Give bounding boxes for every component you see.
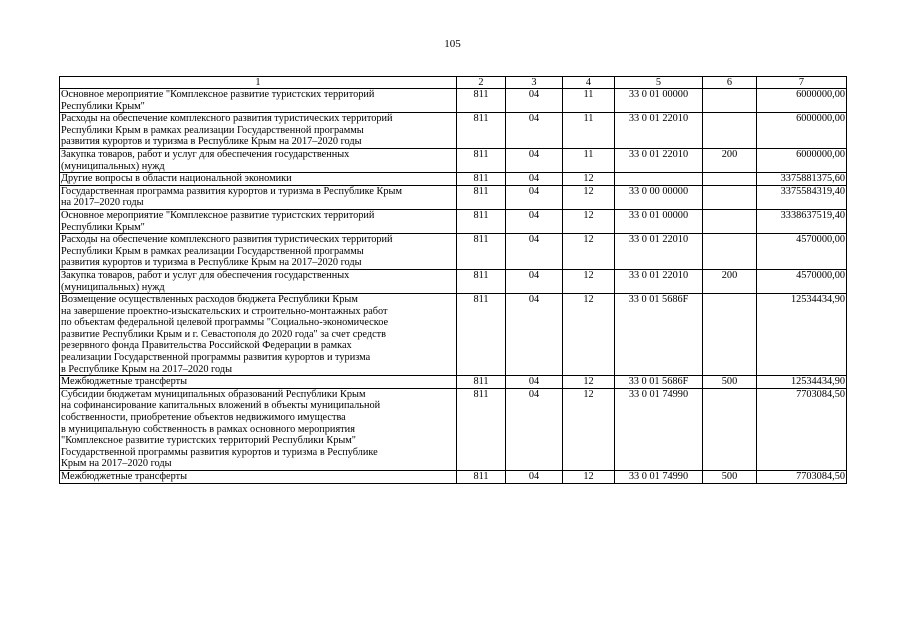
row-subsection-cell: 12 xyxy=(563,234,615,270)
row-subsection-cell: 12 xyxy=(563,471,615,484)
row-code-cell: 811 xyxy=(457,89,506,113)
table-row xyxy=(60,376,847,389)
row-code-cell: 811 xyxy=(457,209,506,233)
row-expense-type-cell: 500 xyxy=(703,376,757,389)
row-expense-type-cell: 200 xyxy=(703,269,757,293)
column-header: 5 xyxy=(615,77,703,89)
table-row xyxy=(60,294,847,376)
column-header: 3 xyxy=(506,77,563,89)
row-code-cell: 811 xyxy=(457,294,506,376)
row-subsection-cell: 12 xyxy=(563,294,615,376)
row-target-article-cell: 33 0 01 22010 xyxy=(615,269,703,293)
row-subsection-cell: 12 xyxy=(563,269,615,293)
row-section-cell: 04 xyxy=(506,173,563,186)
row-subsection-cell: 11 xyxy=(563,113,615,149)
row-code-cell: 811 xyxy=(457,376,506,389)
row-section-cell: 04 xyxy=(506,209,563,233)
row-section-cell: 04 xyxy=(506,234,563,270)
row-expense-type-cell xyxy=(703,173,757,186)
row-name-cell: Основное мероприятие "Комплексное развитие туристских территорий Республики Крым" xyxy=(60,209,457,233)
row-expense-type-cell xyxy=(703,89,757,113)
row-section-cell: 04 xyxy=(506,294,563,376)
row-section-cell: 04 xyxy=(506,269,563,293)
row-subsection-cell: 11 xyxy=(563,148,615,172)
row-amount-cell: 12534434,90 xyxy=(757,294,847,376)
table-row xyxy=(60,113,847,149)
row-amount-cell: 4570000,00 xyxy=(757,269,847,293)
page-number: 105 xyxy=(444,38,461,50)
row-amount-cell: 12534434,90 xyxy=(757,376,847,389)
row-name-cell: Расходы на обеспечение комплексного развития туристических территорий Республики Крым в рамках реализации Государственной программы развития курортов и туризма в Республике Крым на 2017–2020 годы xyxy=(60,113,457,149)
row-name-cell: Государственная программа развития курортов и туризма в Республике Крым на 2017–2020 годы xyxy=(60,185,457,209)
row-target-article-cell: 33 0 01 22010 xyxy=(615,113,703,149)
row-name-cell: Основное мероприятие "Комплексное развитие туристских территорий Республики Крым" xyxy=(60,89,457,113)
row-section-cell: 04 xyxy=(506,376,563,389)
column-header: 1 xyxy=(60,77,457,89)
row-subsection-cell: 12 xyxy=(563,185,615,209)
row-target-article-cell: 33 0 01 22010 xyxy=(615,234,703,270)
row-amount-cell: 6000000,00 xyxy=(757,148,847,172)
row-name-cell: Субсидии бюджетам муниципальных образований Республики Крым на софинансирование капитальных вложений в объекты муниципальной собственности, приобретение объектов недвижимого имущества в муниципальную собственность в рамках основного мероприятия "Комплексное развитие туристских территорий Республики Крым" Государственной программы развития курортов и туризма в Республике Крым на 2017–2020 годы xyxy=(60,388,457,470)
row-target-article-cell: 33 0 01 74990 xyxy=(615,471,703,484)
budget-table xyxy=(59,76,847,484)
row-name-cell: Закупка товаров, работ и услуг для обеспечения государственных (муниципальных) нужд xyxy=(60,148,457,172)
row-expense-type-cell xyxy=(703,234,757,270)
table-body xyxy=(60,89,847,484)
column-header: 4 xyxy=(563,77,615,89)
row-section-cell: 04 xyxy=(506,471,563,484)
row-expense-type-cell xyxy=(703,185,757,209)
row-amount-cell: 6000000,00 xyxy=(757,89,847,113)
row-amount-cell: 3338637519,40 xyxy=(757,209,847,233)
row-expense-type-cell xyxy=(703,209,757,233)
row-code-cell: 811 xyxy=(457,113,506,149)
row-subsection-cell: 12 xyxy=(563,388,615,470)
row-subsection-cell: 12 xyxy=(563,376,615,389)
row-target-article-cell: 33 0 01 00000 xyxy=(615,209,703,233)
row-expense-type-cell: 500 xyxy=(703,471,757,484)
row-amount-cell: 6000000,00 xyxy=(757,113,847,149)
row-name-cell: Межбюджетные трансферты xyxy=(60,376,457,389)
row-name-cell: Закупка товаров, работ и услуг для обеспечения государственных (муниципальных) нужд xyxy=(60,269,457,293)
row-target-article-cell: 33 0 01 00000 xyxy=(615,89,703,113)
row-name-cell: Расходы на обеспечение комплексного развития туристических территорий Республики Крым в рамках реализации Государственной программы развития курортов и туризма в Республике Крым на 2017–2020 годы xyxy=(60,234,457,270)
row-expense-type-cell xyxy=(703,294,757,376)
column-header: 6 xyxy=(703,77,757,89)
row-code-cell: 811 xyxy=(457,471,506,484)
table-row xyxy=(60,269,847,293)
row-target-article-cell: 33 0 01 22010 xyxy=(615,148,703,172)
table-header-row xyxy=(60,77,847,89)
row-code-cell: 811 xyxy=(457,148,506,172)
row-code-cell: 811 xyxy=(457,173,506,186)
row-amount-cell: 7703084,50 xyxy=(757,388,847,470)
column-header: 2 xyxy=(457,77,506,89)
row-target-article-cell: 33 0 01 5686F xyxy=(615,294,703,376)
row-amount-cell: 3375881375,60 xyxy=(757,173,847,186)
row-target-article-cell xyxy=(615,173,703,186)
row-amount-cell: 3375584319,40 xyxy=(757,185,847,209)
table-row xyxy=(60,89,847,113)
row-name-cell: Межбюджетные трансферты xyxy=(60,471,457,484)
row-section-cell: 04 xyxy=(506,89,563,113)
row-subsection-cell: 12 xyxy=(563,209,615,233)
table-row xyxy=(60,173,847,186)
row-subsection-cell: 12 xyxy=(563,173,615,186)
table-row xyxy=(60,185,847,209)
row-code-cell: 811 xyxy=(457,388,506,470)
row-code-cell: 811 xyxy=(457,234,506,270)
table-row xyxy=(60,209,847,233)
table-row xyxy=(60,234,847,270)
row-expense-type-cell xyxy=(703,113,757,149)
table-row xyxy=(60,388,847,470)
row-section-cell: 04 xyxy=(506,388,563,470)
column-header: 7 xyxy=(757,77,847,89)
table-row xyxy=(60,471,847,484)
row-expense-type-cell xyxy=(703,388,757,470)
row-section-cell: 04 xyxy=(506,113,563,149)
row-target-article-cell: 33 0 01 74990 xyxy=(615,388,703,470)
row-expense-type-cell: 200 xyxy=(703,148,757,172)
row-code-cell: 811 xyxy=(457,185,506,209)
row-name-cell: Другие вопросы в области национальной экономики xyxy=(60,173,457,186)
row-section-cell: 04 xyxy=(506,185,563,209)
row-code-cell: 811 xyxy=(457,269,506,293)
table-row xyxy=(60,148,847,172)
row-name-cell: Возмещение осуществленных расходов бюджета Республики Крым на завершение проектно-изыскательских и строительно-монтажных работ по объектам федеральной целевой программы "Социально-экономическое развитие Республики Крым и г. Севастополя до 2020 года" за счет средств резервного фонда Правительства Российской Федерации в рамках реализации Государственной программы развития курортов и туризма в Республике Крым на 2017–2020 годы xyxy=(60,294,457,376)
row-target-article-cell: 33 0 00 00000 xyxy=(615,185,703,209)
row-section-cell: 04 xyxy=(506,148,563,172)
row-amount-cell: 7703084,50 xyxy=(757,471,847,484)
row-target-article-cell: 33 0 01 5686F xyxy=(615,376,703,389)
row-amount-cell: 4570000,00 xyxy=(757,234,847,270)
row-subsection-cell: 11 xyxy=(563,89,615,113)
